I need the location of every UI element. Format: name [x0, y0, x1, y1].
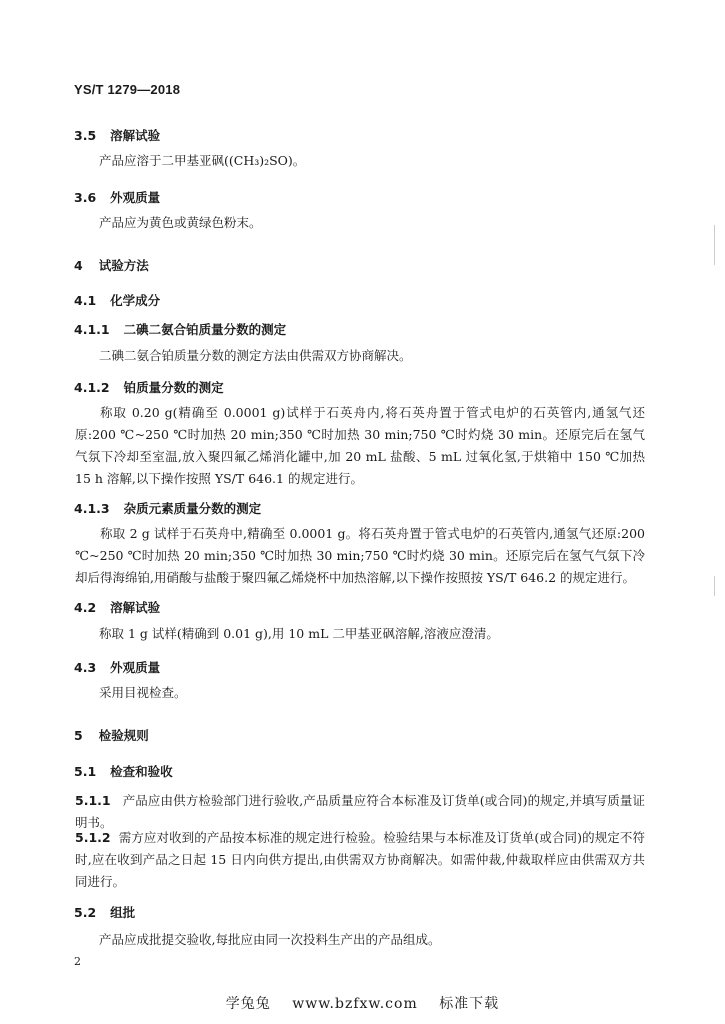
footer-url[interactable]: www.bzfxw.com — [292, 996, 418, 1012]
clause-text: 产品应由供方检验部门进行验收,产品质量应符合本标准及订货单(或合同)的规定,并填写质量证明书。 — [75, 793, 645, 830]
section-title: 杂质元素质量分数的测定 — [123, 501, 262, 516]
section-title: 外观质量 — [110, 190, 161, 205]
section-heading-4-1-1 — [74, 320, 286, 338]
site-footer — [0, 993, 725, 1013]
section-number: 5.2 — [74, 905, 97, 920]
standard-code-header: YS/T 1279—2018 — [74, 82, 181, 97]
section-title: 检验规则 — [98, 728, 149, 743]
footer-site-name: 学兔兔 — [225, 996, 271, 1012]
section-title: 组批 — [110, 905, 136, 920]
section-title: 溶解试验 — [110, 600, 161, 615]
section-heading-5-2 — [74, 903, 135, 921]
section-text-4-2: 称取 1 g 试样(精确到 0.01 g),用 10 mL 二甲基亚砜溶解,溶液应澄清。 — [99, 626, 499, 641]
section-number: 4.1.1 — [74, 322, 110, 337]
section-title: 二碘二氨合铂质量分数的测定 — [123, 322, 287, 337]
scan-edge-mark — [714, 576, 715, 596]
section-heading-4-1 — [74, 291, 160, 309]
section-text-3-6: 产品应为黄色或黄绿色粉末。 — [99, 215, 262, 230]
section-number: 4.1 — [74, 293, 97, 308]
section-heading-5-1 — [74, 762, 173, 780]
section-heading-3-6 — [74, 188, 160, 206]
section-text-3-5: 产品应溶于二甲基亚砜((CH₃)₂SO)。 — [99, 153, 306, 168]
section-heading-3-5 — [74, 126, 160, 144]
scan-edge-mark — [714, 225, 715, 265]
clause-text: 需方应对收到的产品按本标准的规定进行检验。检验结果与本标准及订货单(或合同)的规定不符时,应在收到产品之日起 15 日内向供方提出,由供需双方协商解决。如需仲裁,仲裁取样应由供需双方共同进行。 — [75, 830, 645, 889]
section-number: 4 — [74, 258, 83, 273]
clause-5-1-2 — [75, 827, 645, 893]
section-heading-4-1-2 — [74, 378, 224, 396]
section-text-4-1-2: 称取 0.20 g(精确至 0.0001 g)试样于石英舟内,将石英舟置于管式电炉的石英管内,通氢气还原:200 ℃~250 ℃时加热 20 min;350 ℃时加热 30 min;750 ℃时灼烧 30 min。还原完后在氢气气氛下冷却至室温,放入聚四氟乙烯消化罐中,加 20 mL 盐酸、5 mL 过氧化氢,于烘箱中 150 ℃加热 15 h 溶解,以下操作按照 YS/T 646.1 的规定进行。 — [75, 405, 645, 486]
section-heading-4 — [74, 256, 149, 274]
section-number: 4.3 — [74, 660, 97, 675]
section-number: 5 — [74, 728, 83, 743]
section-number: 4.1.2 — [74, 380, 110, 395]
footer-tagline: 标准下载 — [439, 996, 500, 1012]
section-heading-4-2 — [74, 598, 160, 616]
section-number: 3.6 — [74, 190, 97, 205]
section-title: 铂质量分数的测定 — [123, 380, 224, 395]
section-number: 5.1 — [74, 764, 97, 779]
section-heading-4-3 — [74, 658, 160, 676]
clause-number: 5.1.1 — [75, 793, 111, 808]
section-number: 4.2 — [74, 600, 97, 615]
page-number: 2 — [74, 955, 81, 968]
section-text-4-3: 采用目视检查。 — [99, 685, 187, 700]
section-title: 化学成分 — [110, 293, 161, 308]
section-title: 外观质量 — [110, 660, 161, 675]
section-title: 试验方法 — [98, 258, 149, 273]
section-title: 溶解试验 — [110, 128, 161, 143]
section-title: 检查和验收 — [110, 764, 173, 779]
section-text-5-2: 产品应成批提交验收,每批应由同一次投料生产出的产品组成。 — [99, 932, 441, 947]
section-text-4-1-1: 二碘二氨合铂质量分数的测定方法由供需双方协商解决。 — [99, 348, 412, 363]
section-heading-5 — [74, 726, 149, 744]
clause-number: 5.1.2 — [75, 830, 111, 845]
section-text-4-1-3: 称取 2 g 试样于石英舟中,精确至 0.0001 g。将石英舟置于管式电炉的石英管内,通氢气还原:200 ℃~250 ℃时加热 20 min;350 ℃时加热 30 min;750 ℃时灼烧 30 min。还原完后在氢气气氛下冷却后得海绵铂,用硝酸与盐酸于聚四氟乙烯烧杯中加热溶解,以下操作按照按 YS/T 646.2 的规定进行。 — [75, 526, 645, 585]
section-number: 4.1.3 — [74, 501, 110, 516]
section-heading-4-1-3 — [74, 499, 261, 517]
section-number: 3.5 — [74, 128, 97, 143]
